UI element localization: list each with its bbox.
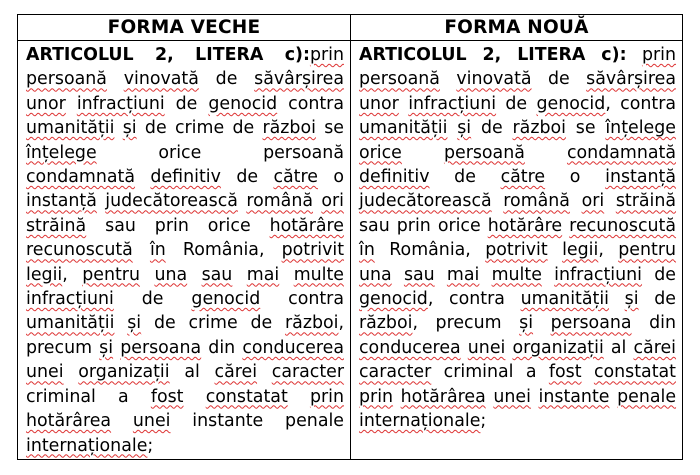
spellcheck-word: genocid	[536, 93, 606, 114]
spellcheck-word: multe	[293, 264, 344, 285]
spellcheck-word: război	[285, 313, 339, 334]
text-run: al	[603, 337, 634, 358]
spellcheck-word: definitiv	[359, 167, 430, 188]
spellcheck-word: ori	[321, 191, 344, 212]
new-article-label: ARTICOLUL 2, LITERA c):	[359, 45, 627, 65]
spellcheck-word: penale	[617, 386, 677, 407]
text-run	[402, 143, 444, 163]
spellcheck-word: străină	[26, 215, 87, 236]
spellcheck-word: umanității	[26, 313, 115, 334]
spellcheck-word: unor	[359, 93, 399, 114]
text-run: de	[429, 167, 501, 188]
text-run: contra	[260, 289, 344, 310]
text-run: se	[565, 118, 606, 139]
text-run: de	[531, 69, 587, 90]
spellcheck-word: potrivit	[281, 240, 345, 261]
old-article-label: ARTICOLUL 2, LITERA c):	[26, 45, 310, 65]
text-run	[461, 338, 468, 358]
text-run: din	[631, 313, 676, 334]
spellcheck-word: mai	[246, 264, 280, 285]
spellcheck-word: sau	[403, 264, 435, 285]
text-run	[133, 240, 150, 260]
spellcheck-word: organizații	[78, 362, 170, 383]
text-run: se	[315, 118, 344, 139]
text-run: de	[638, 289, 676, 310]
spellcheck-word: prin	[309, 45, 344, 65]
text-run	[66, 94, 77, 114]
spellcheck-word: persoana	[120, 337, 202, 358]
spellcheck-word: război	[262, 118, 316, 139]
spellcheck-word: instanță	[26, 191, 97, 212]
text-run: ,	[598, 240, 619, 261]
spellcheck-word: prin	[309, 386, 344, 407]
spellcheck-word: și	[624, 289, 639, 310]
text-run	[627, 45, 642, 65]
text-run	[392, 265, 404, 285]
spellcheck-word: străină	[615, 191, 677, 212]
spellcheck-word: una	[154, 264, 188, 285]
text-run	[531, 387, 539, 407]
text-run	[604, 191, 616, 211]
spellcheck-word: infracțiuni	[408, 93, 497, 114]
spellcheck-word: sau	[201, 264, 233, 285]
text-run: criminal a	[431, 362, 549, 383]
spellcheck-word: umanității	[359, 118, 448, 139]
spellcheck-word: constatat	[593, 362, 676, 383]
text-run	[609, 387, 617, 407]
text-run: ,	[62, 264, 83, 285]
spellcheck-word: judecătorească	[359, 191, 492, 212]
old-form-cell	[18, 41, 351, 459]
text-run: România,	[165, 240, 282, 261]
text-run: sau prin orice	[359, 215, 488, 236]
spellcheck-word: conducerea	[359, 337, 461, 358]
text-run	[257, 362, 272, 382]
text-run	[479, 265, 491, 285]
text-run	[548, 240, 562, 260]
spellcheck-word: genocid	[208, 93, 278, 114]
spellcheck-word: umanității	[520, 289, 609, 310]
spellcheck-word: condamnată	[566, 142, 676, 163]
text-run: o	[317, 167, 345, 188]
text-run: de	[496, 93, 537, 114]
spellcheck-word: război	[512, 118, 566, 139]
text-run: de	[164, 93, 209, 114]
spellcheck-word: hotărârea	[26, 411, 112, 432]
spellcheck-word: înțelege	[605, 118, 676, 139]
spellcheck-word: și	[519, 313, 534, 334]
spellcheck-word: și	[457, 118, 472, 139]
spellcheck-word: caracter	[271, 362, 345, 383]
spellcheck-word: ori	[581, 191, 605, 212]
text-run	[542, 265, 554, 285]
comparison-table	[17, 14, 683, 460]
spellcheck-word: potrivit	[485, 240, 548, 261]
spellcheck-word: săvârșirea	[586, 69, 676, 90]
text-run: de	[198, 69, 255, 90]
spellcheck-word: caracter	[359, 362, 432, 383]
text-run: , contra	[427, 289, 521, 310]
text-run	[111, 411, 133, 431]
spellcheck-word: vinovată	[456, 69, 532, 90]
spellcheck-word: instanță	[605, 167, 676, 188]
spellcheck-word: judecătorească	[105, 191, 238, 212]
spellcheck-word: unei	[467, 337, 506, 358]
text-run	[533, 313, 551, 333]
spellcheck-word: condamnată	[26, 167, 136, 188]
spellcheck-word: și	[99, 337, 114, 358]
spellcheck-word: persoană	[26, 69, 107, 90]
text-run: , contra	[605, 93, 677, 114]
spellcheck-word: unei	[132, 411, 171, 432]
text-run	[492, 191, 504, 211]
text-run: , precum	[26, 313, 344, 358]
text-run	[525, 143, 567, 163]
spellcheck-word: fost	[150, 386, 184, 407]
text-run: sau prin orice	[86, 215, 270, 236]
new-form-text	[359, 45, 676, 431]
spellcheck-word: multe	[491, 264, 542, 285]
text-run	[279, 265, 293, 285]
text-run	[107, 69, 124, 89]
spellcheck-word: persoană	[443, 142, 525, 163]
spellcheck-word: către	[500, 167, 546, 188]
spellcheck-word: conducerea	[242, 337, 344, 358]
text-run	[440, 69, 456, 89]
header-old-form: FORMA VECHE	[18, 15, 351, 41]
spellcheck-word: umanității	[26, 118, 115, 139]
text-run: , precum	[412, 313, 520, 334]
text-run	[232, 265, 246, 285]
spellcheck-word: definitiv	[150, 167, 221, 188]
spellcheck-word: și	[127, 313, 142, 334]
text-run	[393, 387, 401, 407]
text-run: criminal a	[26, 386, 151, 407]
spellcheck-word: infracțiuni	[76, 93, 165, 114]
spellcheck-word: mai	[446, 264, 480, 285]
spellcheck-word: una	[359, 264, 392, 285]
spellcheck-word: prin	[359, 386, 394, 407]
text-run: o	[545, 167, 606, 188]
spellcheck-word: internaționale	[359, 411, 481, 432]
spellcheck-word: vinovată	[123, 69, 199, 90]
text-run	[140, 265, 154, 285]
spellcheck-word: organizații	[512, 337, 604, 358]
text-run	[288, 387, 310, 407]
text-run	[570, 191, 582, 211]
spellcheck-word: înțelege	[26, 142, 97, 163]
text-run	[64, 362, 79, 382]
text-run: ;	[480, 411, 487, 432]
spellcheck-word: prin	[641, 45, 677, 65]
spellcheck-word: constatat	[205, 386, 288, 407]
spellcheck-word: genocid	[191, 289, 261, 310]
spellcheck-word: unei	[26, 362, 64, 383]
spellcheck-word: instante	[538, 386, 610, 407]
text-run	[435, 265, 447, 285]
spellcheck-word: internaționale	[26, 435, 148, 456]
spellcheck-word: hotărâre	[487, 215, 563, 236]
text-run	[114, 313, 127, 333]
spellcheck-word: hotărârea	[400, 386, 486, 407]
spellcheck-word: unei	[493, 386, 531, 407]
spellcheck-word: pentru	[618, 240, 677, 261]
spellcheck-word: genocid	[359, 289, 428, 310]
text-run	[609, 289, 625, 309]
spellcheck-word: infracțiuni	[26, 289, 114, 310]
text-run	[184, 387, 206, 407]
spellcheck-word: orice	[359, 142, 402, 163]
text-run	[97, 191, 105, 211]
text-run: de	[471, 118, 513, 139]
spellcheck-word: cărei	[633, 337, 677, 358]
text-run: contra	[277, 93, 344, 114]
spellcheck-word: săvârșirea	[254, 69, 345, 90]
text-run: de	[642, 264, 676, 285]
spellcheck-word: recunoscută	[26, 240, 133, 261]
text-run	[582, 362, 594, 382]
spellcheck-word: recunoscută	[569, 215, 677, 236]
spellcheck-word: și	[122, 118, 137, 139]
spellcheck-word: fost	[548, 362, 582, 383]
spellcheck-word: hotărâre	[269, 215, 344, 236]
old-form-text	[26, 45, 344, 456]
text-run	[135, 167, 150, 187]
text-run: instante penale	[170, 411, 345, 432]
text-run: din	[201, 337, 243, 358]
text-run	[187, 265, 201, 285]
text-run: de	[113, 289, 192, 310]
text-run: de	[220, 167, 274, 188]
spellcheck-word: cărei	[214, 362, 258, 383]
text-run: orice persoană	[96, 142, 344, 163]
text-run: al	[169, 362, 215, 383]
new-form-cell	[351, 41, 682, 459]
spellcheck-word: război	[359, 313, 413, 334]
text-run: de crime de	[141, 313, 286, 334]
spellcheck-word: persoana	[550, 313, 632, 334]
spellcheck-word: română	[503, 191, 570, 212]
spellcheck-word: română	[246, 191, 313, 212]
spellcheck-word: unor	[26, 93, 66, 114]
spellcheck-word: persoană	[359, 69, 440, 90]
spellcheck-word: pentru	[82, 264, 140, 285]
header-new-form: FORMA NOUĂ	[351, 15, 682, 41]
spellcheck-word: în	[359, 240, 375, 261]
spellcheck-word: legii	[26, 264, 63, 285]
text-run: de crime de	[136, 118, 263, 139]
spellcheck-word: infracțiuni	[554, 264, 643, 285]
text-run	[114, 118, 122, 138]
text-run: România,	[374, 240, 486, 261]
text-run	[447, 118, 457, 138]
text-run: ;	[147, 435, 154, 456]
spellcheck-word: în	[149, 240, 166, 261]
spellcheck-word: legii	[562, 240, 599, 261]
spellcheck-word: către	[273, 167, 318, 188]
text-run	[399, 94, 408, 114]
